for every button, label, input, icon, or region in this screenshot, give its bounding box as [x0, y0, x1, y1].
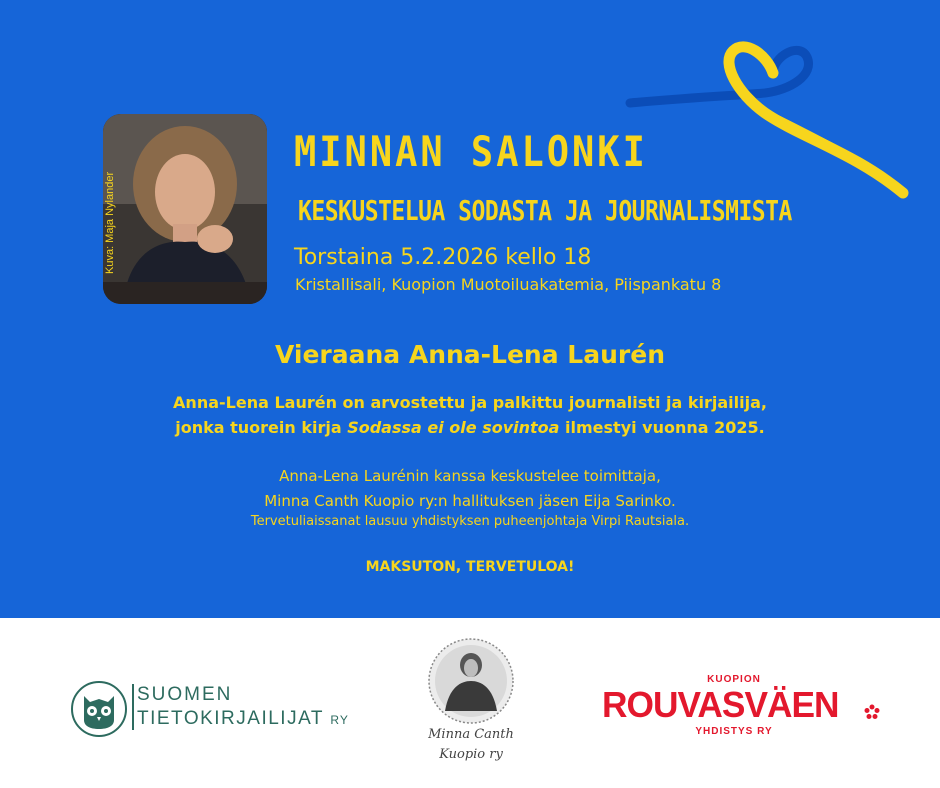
- st-ry: RY: [330, 713, 349, 727]
- guest-intro: [0, 390, 940, 440]
- st-line-2: [137, 708, 349, 730]
- intro-line-2-pre: jonka tuorein kirja: [175, 418, 348, 437]
- st-line-2-main: TIETOKIRJAILIJAT: [137, 708, 324, 729]
- host-line-1: Anna-Lena Laurénin kanssa keskustelee toimittaja,: [279, 467, 661, 485]
- free-admission: MAKSUTON, TERVETULOA!: [365, 559, 575, 575]
- welcome-line: Tervetuliaissanat lausuu yhdistyksen puheenjohtaja Virpi Rautsiala.: [250, 514, 690, 529]
- event-title: MINNAN SALONKI: [294, 128, 648, 177]
- photo-credit: Kuva: Maja Nylander: [104, 171, 116, 274]
- rv-top-text: KUOPION: [707, 674, 761, 685]
- ukraine-heart-ribbon-icon: [625, 35, 910, 205]
- guest-photo: [103, 114, 267, 304]
- rv-main-text: ROUVASVÄEN: [602, 684, 839, 725]
- portrait-medallion-icon: [415, 635, 527, 727]
- event-venue: Kristallisali, Kuopion Muotoiluakatemia, Piispankatu 8: [295, 275, 722, 294]
- st-line-1: SUOMEN: [137, 684, 233, 705]
- minna-canth-logo: [415, 635, 527, 780]
- book-title: Sodassa ei ole sovintoa: [347, 418, 560, 437]
- rouvasvaen-yhdistys-logo: [600, 670, 890, 750]
- owl-icon: [70, 680, 128, 738]
- intro-line-2: [0, 415, 940, 440]
- event-subtitle: KESKUSTELUA SODASTA JA JOURNALISMISTA: [298, 196, 792, 228]
- rv-bottom-text: YHDISTYS RY: [695, 726, 773, 737]
- guest-heading: Vieraana Anna-Lena Laurén: [274, 340, 665, 369]
- event-date: Torstaina 5.2.2026 kello 18: [294, 245, 592, 270]
- suomen-tietokirjailijat-logo: [70, 680, 360, 740]
- mc-line-1: Minna Canth: [428, 727, 514, 742]
- flower-icon: [864, 704, 880, 720]
- logo-divider: [132, 684, 134, 730]
- intro-line-2-post: ilmestyi vuonna 2025.: [559, 418, 765, 437]
- mc-line-2: Kuopio ry: [439, 747, 503, 762]
- host-line-2: Minna Canth Kuopio ry:n hallituksen jäsen Eija Sarinko.: [264, 492, 676, 510]
- intro-line-1: Anna-Lena Laurén on arvostettu ja palkittu journalisti ja kirjailija,: [173, 393, 767, 412]
- host-info: [0, 464, 940, 514]
